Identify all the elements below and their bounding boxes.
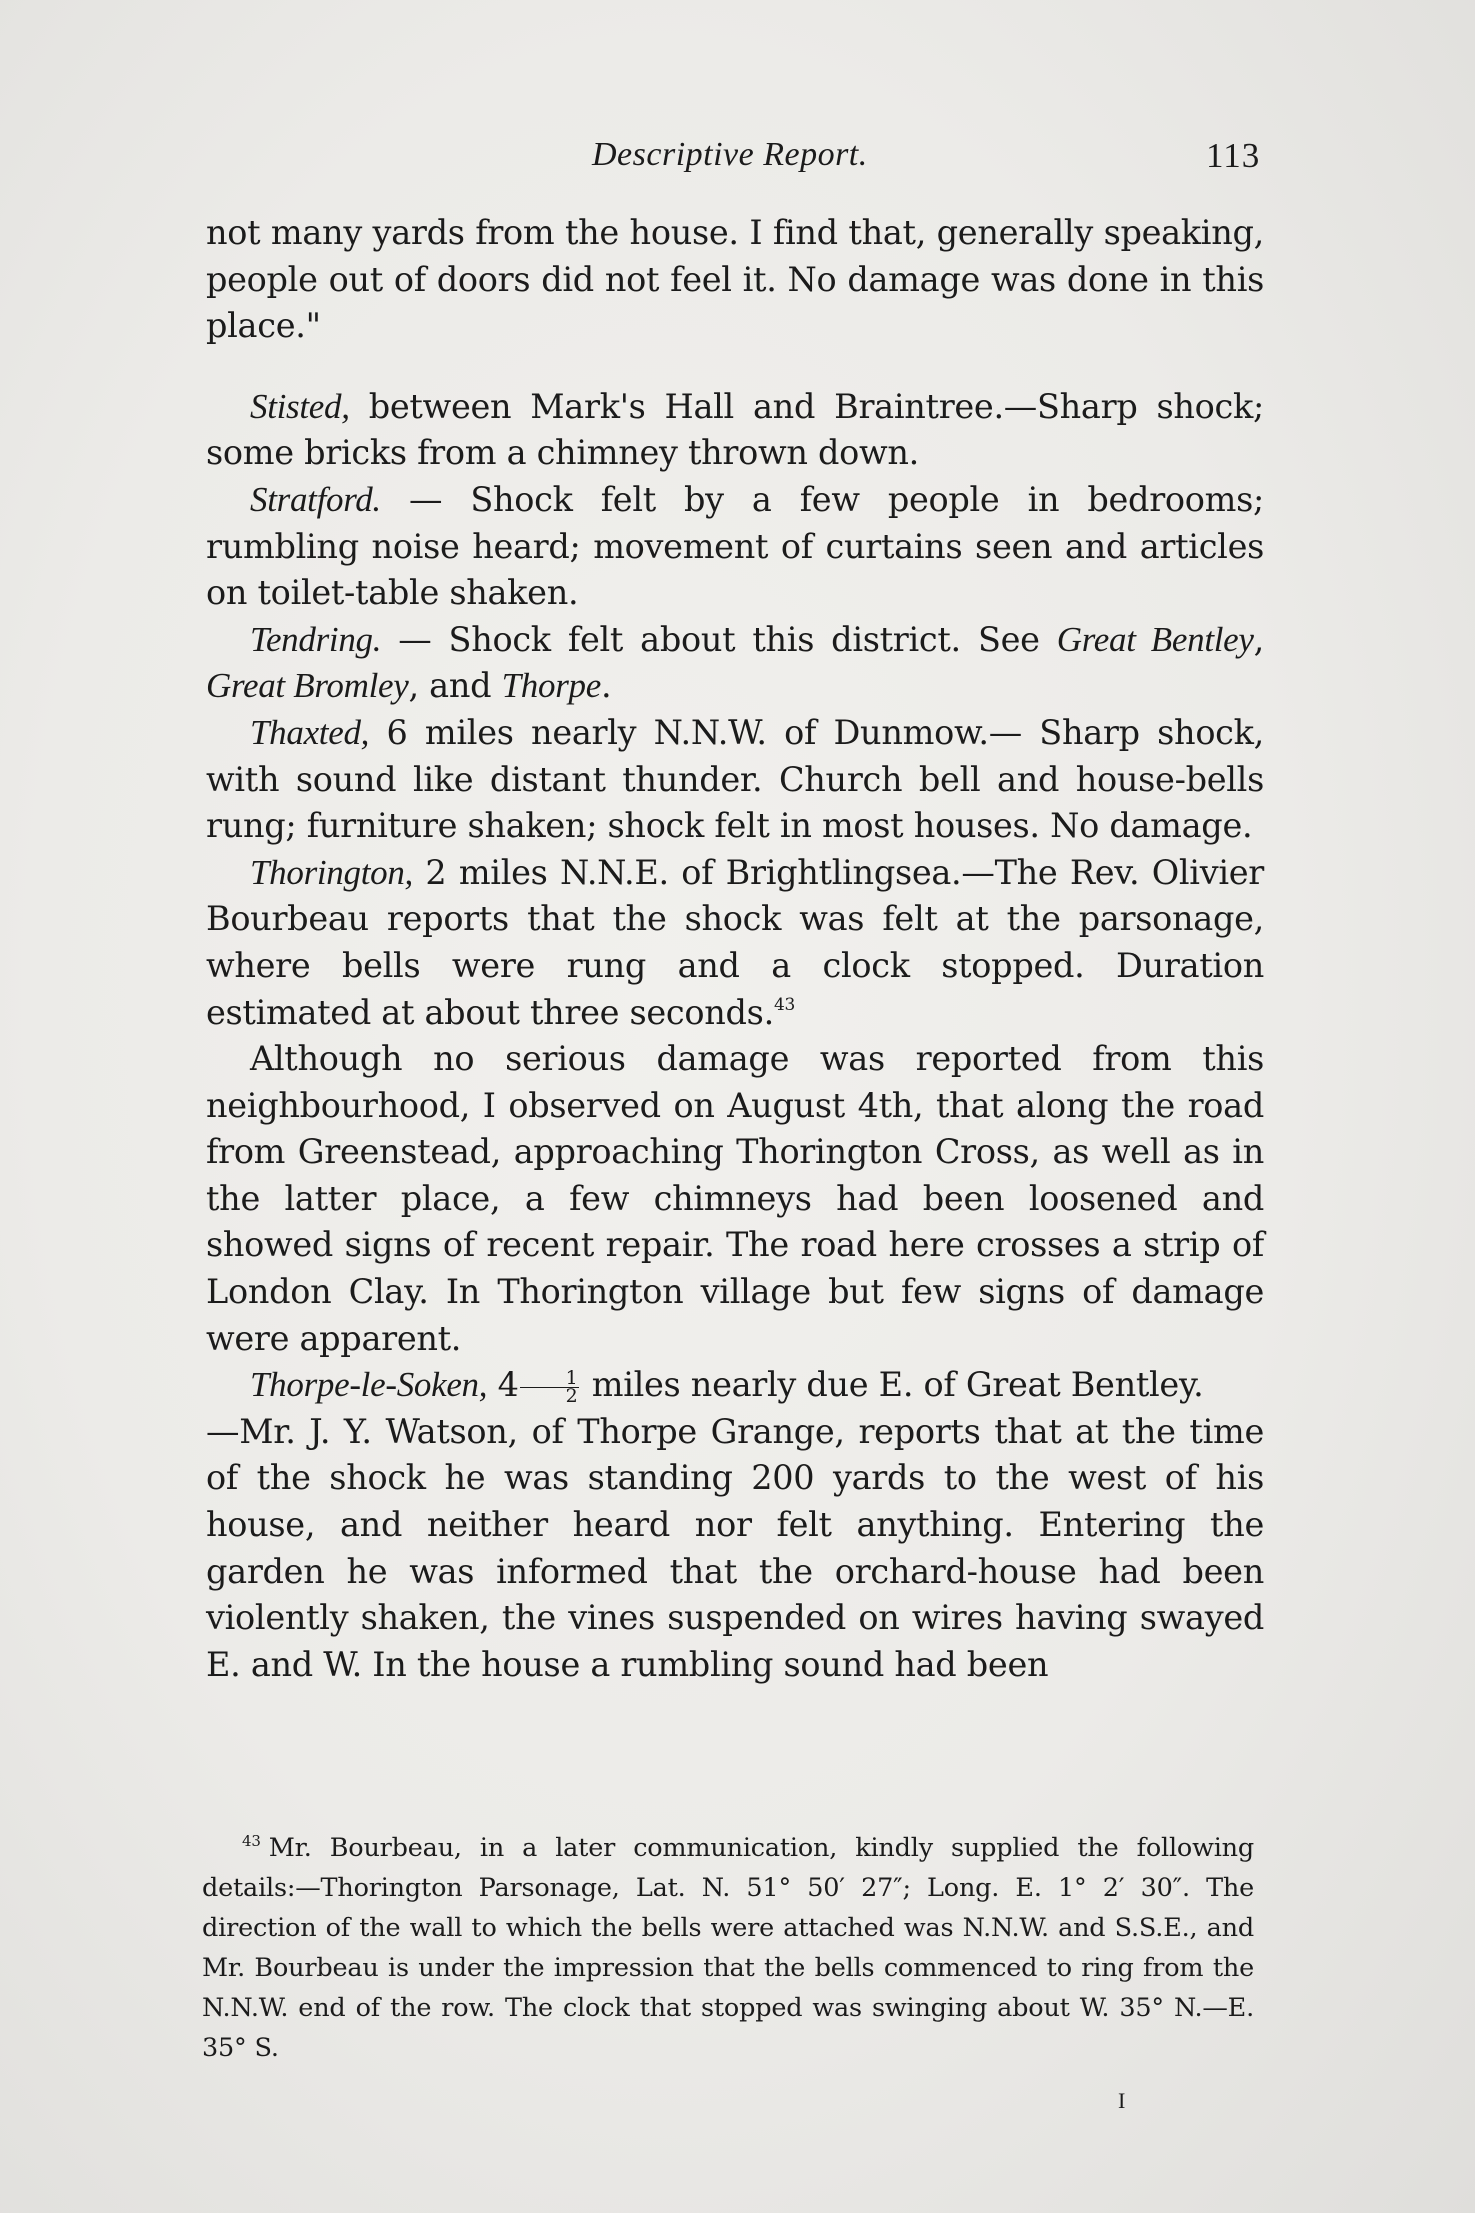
running-title: Descriptive Report. [592, 136, 868, 173]
body-text [206, 210, 1264, 1688]
fraction-numerator: 1 [520, 1370, 580, 1388]
place-name: Thorpe-le-Soken, [250, 1365, 488, 1405]
entry-thorington [206, 850, 1264, 1036]
separator: . [600, 666, 612, 706]
entry-tendring [206, 617, 1264, 710]
place-name: Thaxted, [250, 712, 370, 752]
entry-stisted [206, 384, 1264, 477]
place-name: Stratford. [250, 479, 381, 519]
footnote-reference: 43 [773, 994, 795, 1015]
entry-text: 6 miles nearly N.N.W. of Dunmow.— Sharp shock, with sound like distant thunder. Church bell and house-bells rung; furniture shaken; shock felt in most houses. No damage. [206, 712, 1264, 846]
separator: , and [408, 666, 502, 706]
distance-fraction [520, 1367, 580, 1408]
entry-text: miles nearly due E. of Great Bentley. [581, 1365, 1204, 1405]
signature-mark: I [1118, 2088, 1126, 2113]
entry-thaxted [206, 710, 1264, 850]
entry-stratford [206, 477, 1264, 617]
footnotes [202, 1828, 1254, 2068]
paragraph-continuation: not many yards from the house. I find that, generally speaking, people out of doors did not feel it. No damage was done in this place." [206, 213, 1264, 346]
cross-reference: Great Bentley [1056, 619, 1254, 659]
entry-text: — Shock felt by a few people in bedrooms; rumbling noise heard; movement of curtains seen and articles on toilet-table shaken. [206, 479, 1264, 613]
cross-reference: Great Bromley [206, 666, 409, 706]
entry-text: 2 miles N.N.E. of Brightlingsea.—The Rev. Olivier Bourbeau reports that the shock was felt at the parsonage, where bells were rung and a clock stopped. Duration estimated at about three seconds. [206, 852, 1264, 1032]
paragraph-watson-report: —Mr. J. Y. Watson, of Thorpe Grange, reports that at the time of the shock he was standing 200 yards to the west of his house, and neither heard nor felt anything. Entering the garden he was informed that the orchard-house had been violently shaken, the vines suspended on wires having swayed E. and W. In the house a rumbling sound had been [206, 1411, 1264, 1684]
running-head [0, 136, 1475, 186]
distance-whole: 4 [487, 1365, 519, 1405]
entry-text: between Mark's Hall and Braintree.—Sharp shock; some bricks from a chimney thrown down. [206, 386, 1264, 473]
cross-reference: Thorpe [501, 666, 601, 706]
separator: , [1253, 619, 1264, 659]
place-name: Thorington, [250, 852, 413, 892]
entry-text: — Shock felt about this district. See [381, 619, 1057, 659]
paragraph-thorington-observation: Although no serious damage was reported from this neighbourhood, I observed on August 4th, that along the road from Greenstead, approaching Thorington Cross, as well as in the latter place, a few chimneys had been loosened and showed signs of recent repair. The road here crosses a strip of London Clay. In Thorington village but few signs of damage were apparent. [206, 1039, 1264, 1358]
footnote-mark: 43 [242, 1832, 261, 1850]
entry-thorpe-le-soken [206, 1362, 1264, 1409]
footnote-text: Mr. Bourbeau, in a later communication, kindly supplied the following details:—Thorington Parsonage, Lat. N. 51° 50′ 27″; Long. E. 1° 2′ 30″. The direction of the wall to which the bells were attached was N.N.W. and S.S.E., and Mr. Bourbeau is under the impression that the bells commenced to ring from the N.N.W. end of the row. The clock that stopped was swinging about W. 35° N.—E. 35° S. [202, 1833, 1254, 2063]
place-name: Tendring. [250, 619, 382, 659]
place-name: Stisted, [250, 386, 350, 426]
page-number: 113 [1206, 136, 1261, 175]
footnote-43 [202, 1828, 1254, 2068]
fraction-denominator: 2 [565, 1385, 578, 1408]
